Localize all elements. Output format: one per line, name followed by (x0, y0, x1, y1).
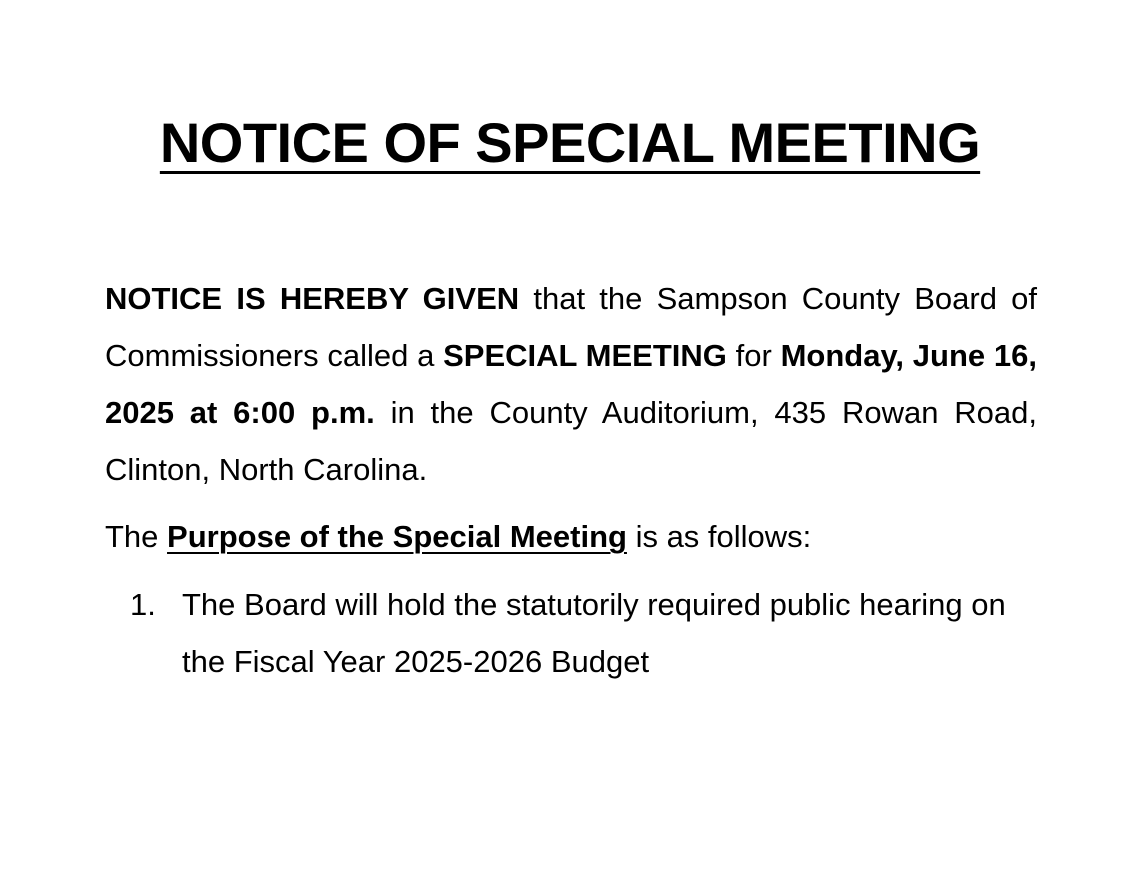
meeting-datetime: Monday, June 16, 2025 at 6:00 p.m. (105, 338, 1037, 430)
notice-text-2: for (726, 338, 781, 373)
purpose-suffix: is as follows: (626, 519, 812, 554)
list-item (130, 576, 1030, 690)
purpose-list (130, 576, 1030, 690)
purpose-prefix: The (105, 519, 168, 554)
notice-paragraph (105, 270, 1037, 498)
page-title (0, 110, 1140, 175)
notice-lead: NOTICE IS HEREBY GIVEN (105, 281, 520, 316)
notice-text-1: that the Sampson County Board of Commissioners called a (105, 281, 1037, 373)
purpose-line (105, 508, 1037, 565)
purpose-heading: Purpose of the Special Meeting (167, 519, 627, 554)
list-item-number: 1. (130, 587, 156, 622)
title-text: NOTICE OF SPECIAL MEETING (159, 111, 981, 174)
list-item-text: The Board will hold the statutorily required public hearing on the Fiscal Year 2025-2026 Budget (182, 587, 1006, 679)
notice-text-3: in the County Auditorium, 435 Rowan Road, Clinton, North Carolina. (105, 395, 1037, 487)
special-meeting-label: SPECIAL MEETING (443, 338, 727, 373)
